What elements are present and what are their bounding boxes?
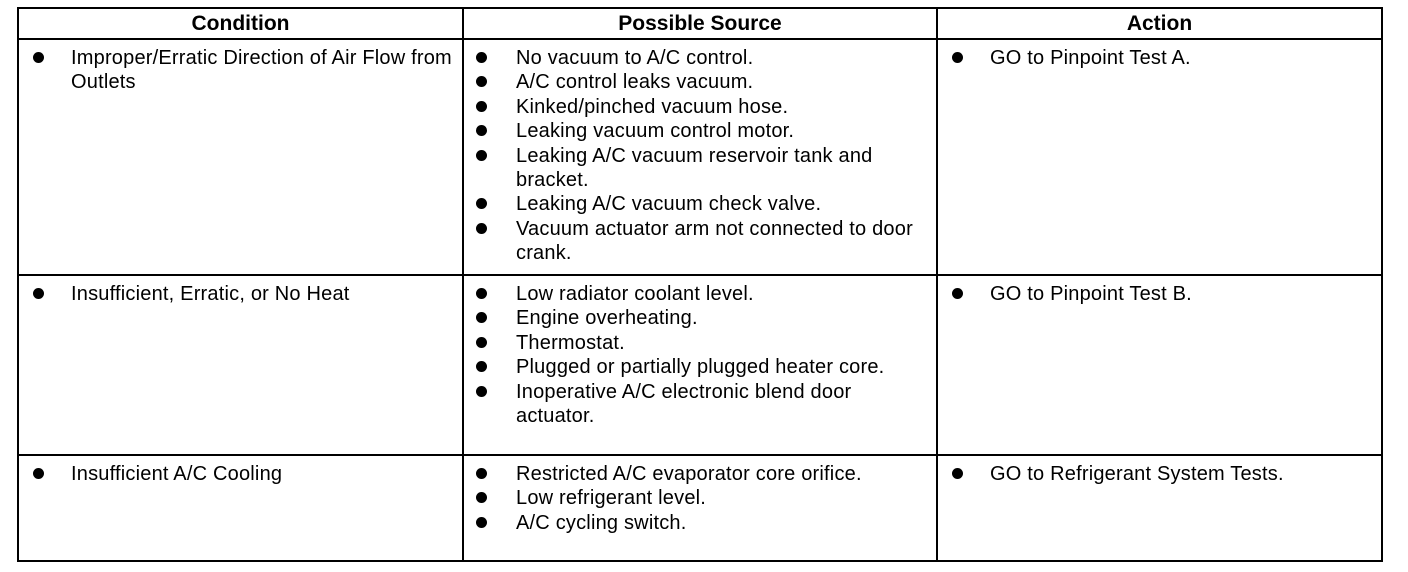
bullet-icon xyxy=(33,288,44,299)
bullet-icon xyxy=(476,517,487,528)
source-item xyxy=(476,70,928,94)
action-text: GO to Pinpoint Test B. xyxy=(990,283,1192,305)
bullet-icon xyxy=(476,150,487,161)
source-text: Restricted A/C evaporator core orifice. xyxy=(516,463,862,485)
bullet-icon xyxy=(476,223,487,234)
source-item xyxy=(476,355,928,379)
action-item xyxy=(950,282,1373,306)
table-row xyxy=(18,455,1382,561)
action-list xyxy=(938,40,1381,74)
condition-item xyxy=(31,46,454,95)
header-action: Action xyxy=(937,8,1382,39)
source-text: A/C control leaks vacuum. xyxy=(516,71,754,94)
condition-item xyxy=(31,282,454,306)
source-item xyxy=(476,380,928,429)
action-item xyxy=(950,462,1373,486)
source-text: Kinked/pinched vacuum hose. xyxy=(516,95,789,118)
source-cell xyxy=(463,455,937,561)
bullet-icon xyxy=(476,125,487,136)
source-item xyxy=(476,511,928,535)
source-item xyxy=(476,144,928,193)
bullet-icon xyxy=(476,468,487,479)
table-row xyxy=(18,39,1382,275)
source-text: Leaking A/C vacuum check valve. xyxy=(516,193,822,216)
bullet-icon xyxy=(476,337,487,348)
source-item xyxy=(476,217,928,266)
bullet-icon xyxy=(476,76,487,87)
condition-text: Improper/Erratic Direction of Air Flow from Outlets xyxy=(71,47,452,94)
source-item xyxy=(476,95,928,119)
source-text: Leaking vacuum control motor. xyxy=(516,120,795,143)
table-row xyxy=(18,275,1382,455)
action-cell xyxy=(937,455,1382,561)
action-list xyxy=(938,276,1381,310)
condition-list xyxy=(19,40,462,99)
header-possible-source: Possible Source xyxy=(463,8,937,39)
bullet-icon xyxy=(33,468,44,479)
header-condition: Condition xyxy=(18,8,463,39)
source-item xyxy=(476,46,928,70)
action-list xyxy=(938,456,1381,490)
source-item xyxy=(476,331,928,355)
bullet-icon xyxy=(952,468,963,479)
source-item xyxy=(476,119,928,143)
condition-cell xyxy=(18,275,463,455)
source-text: Plugged or partially plugged heater core. xyxy=(516,356,885,379)
source-item xyxy=(476,192,928,216)
source-list xyxy=(464,40,936,270)
condition-cell xyxy=(18,39,463,275)
condition-text: Insufficient A/C Cooling xyxy=(71,463,283,485)
source-item xyxy=(476,462,928,486)
source-text: Vacuum actuator arm not connected to door crank. xyxy=(516,217,913,265)
source-cell xyxy=(463,39,937,275)
action-cell xyxy=(937,275,1382,455)
source-text: A/C cycling switch. xyxy=(516,511,687,534)
source-text: Engine overheating. xyxy=(516,307,698,330)
source-text: Inoperative A/C electronic blend door actuator. xyxy=(516,380,852,428)
condition-cell xyxy=(18,455,463,561)
bullet-icon xyxy=(476,288,487,299)
source-cell xyxy=(463,275,937,455)
source-text: Leaking A/C vacuum reservoir tank and bracket. xyxy=(516,144,873,192)
condition-item xyxy=(31,462,454,486)
action-cell xyxy=(937,39,1382,275)
bullet-icon xyxy=(476,312,487,323)
action-item xyxy=(950,46,1373,70)
source-text: Thermostat. xyxy=(516,331,625,354)
source-list xyxy=(464,276,936,432)
source-text: No vacuum to A/C control. xyxy=(516,47,754,69)
bullet-icon xyxy=(476,198,487,209)
bullet-icon xyxy=(952,288,963,299)
bullet-icon xyxy=(476,52,487,63)
bullet-icon xyxy=(476,361,487,372)
diagnosis-table xyxy=(17,7,1383,562)
source-item xyxy=(476,306,928,330)
source-text: Low radiator coolant level. xyxy=(516,283,754,305)
source-item xyxy=(476,486,928,510)
bullet-icon xyxy=(476,386,487,397)
condition-text: Insufficient, Erratic, or No Heat xyxy=(71,283,350,305)
bullet-icon xyxy=(476,101,487,112)
bullet-icon xyxy=(476,492,487,503)
condition-list xyxy=(19,456,462,490)
source-text: Low refrigerant level. xyxy=(516,487,707,510)
source-list xyxy=(464,456,936,539)
bullet-icon xyxy=(33,52,44,63)
action-text: GO to Pinpoint Test A. xyxy=(990,47,1191,69)
header-row xyxy=(18,8,1382,39)
condition-list xyxy=(19,276,462,310)
source-item xyxy=(476,282,928,306)
bullet-icon xyxy=(952,52,963,63)
action-text: GO to Refrigerant System Tests. xyxy=(990,463,1284,485)
